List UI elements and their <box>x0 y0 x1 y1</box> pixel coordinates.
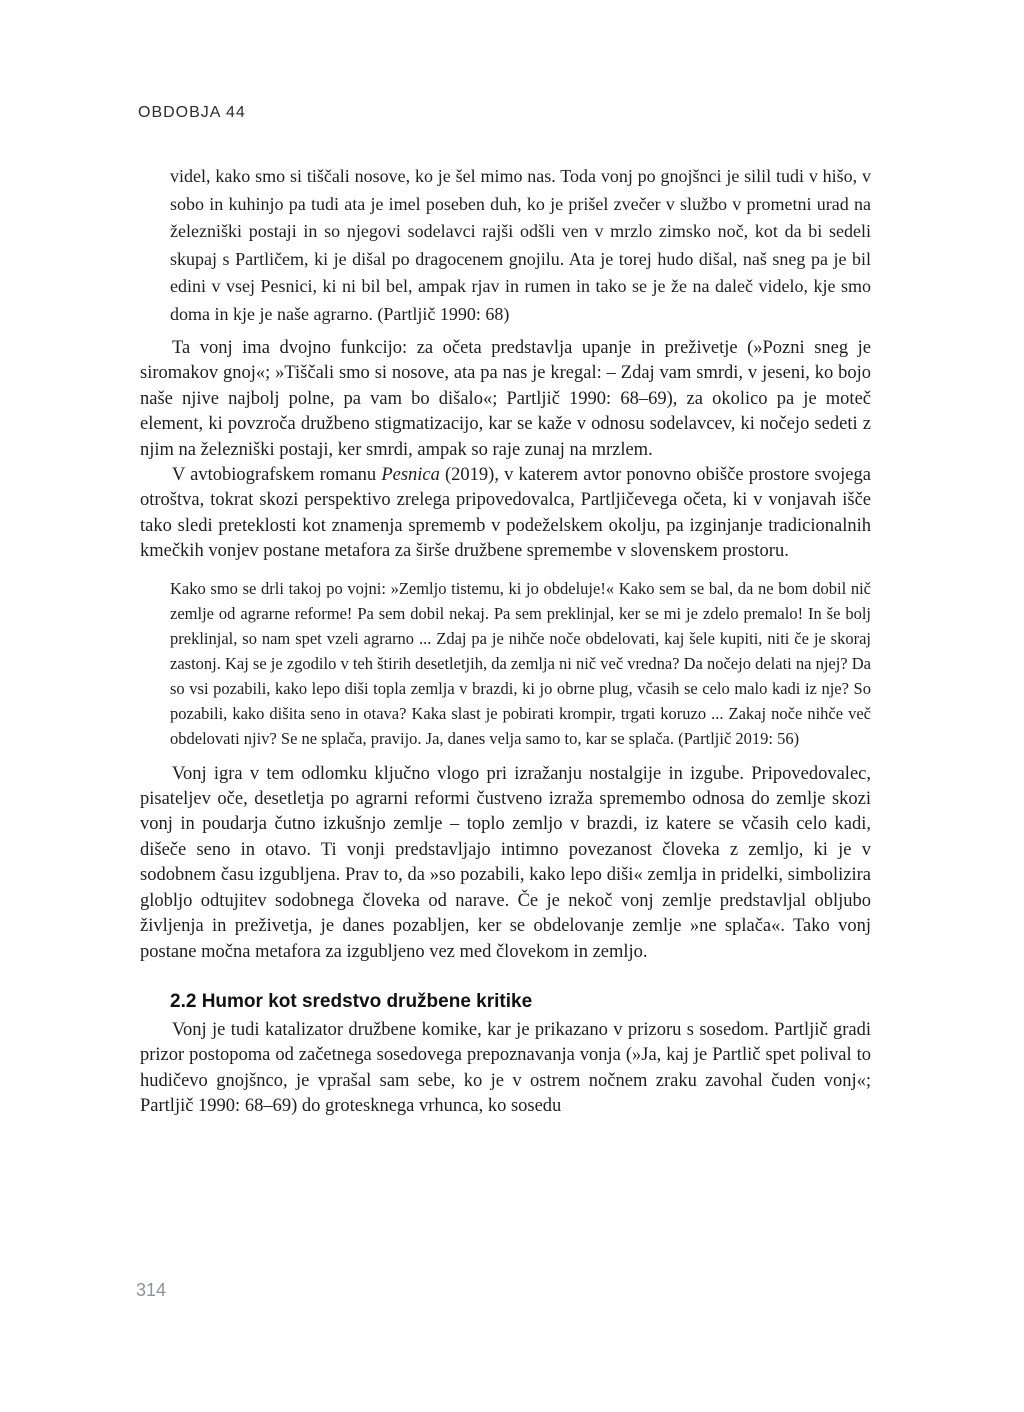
paragraph-text-before-title: V avtobiografskem romanu <box>172 465 382 486</box>
block-quote: Kako smo se drli takoj po vojni: »Zemljo tistemu, ki jo obdeluje!« Kako sem se bal, da ne bom dobil nič zemlje od agrarne reforme! Pa sem dobil nekaj. Pa sem preklinjal, ker se mi je zdelo premalo! In še bolj preklinjal, so nam spet vzeli agrarno ... Zdaj pa je nihče noče obdelovati, kaj šele kupiti, niti če je skoraj zastonj. Kaj se je zgodilo v teh štirih desetletjih, da zemlja ni nič več vredna? Da nočejo delati na njej? Da so vsi pozabili, kako lepo diši topla zemlja v brazdi, ki jo obrne plug, včasih se celo malo kadi iz nje? So pozabili, kako dišita seno in otava? Kaka slast je pobirati krompir, trgati koruzo ... Zakaj noče nihče več obdelovati njiv? Se ne splača, pravijo. Ja, danes velja samo to, kar se splača. (Partljič 2019: 56) <box>170 578 871 748</box>
running-header: OBDOBJA 44 <box>138 104 246 121</box>
paragraph-nostalgija-izguba: Vonj igra v tem odlomku ključno vlogo pri izražanju nostalgije in izgube. Pripovedovalec, pisateljev oče, desetletja po agrarni reformi čustveno izraža spremembo odnosa do zemlje skozi vonj in poudarja čutno izkušnjo zemlje – toplo zemljo v brazdi, iz katere se včasih celo kadi, dišeče seno in otavo. Ti vonji predstavljajo intimno povezanost človeka z zemljo, ki je v sodobnem času izgubljena. Prav to, da »so pozabili, kako lepo diši« zemlja in pridelki, simbolizira globljo odtujitev sodobnega človeka od narave. Če je nekoč vonj zemlje predstavljal obljubo življenja in preživetja, je danes pozabljen, ker se obdelovanje zemlje »ne splača«. Tako vonj postane močna metafora za izgubljeno vez med človekom in zemljo. <box>140 763 871 962</box>
lead-quote-continuation: videl, kako smo si tiščali nosove, ko je šel mimo nas. Toda vonj po gnojšnci je silil tudi v hišo, v sobo in kuhinjo pa tudi ata je imel poseben duh, ko je prišel zvečer v službo v prometni urad na železniški postaji in so njegovi sodelavci rajši odšli ven v mrzlo zimsko noč, kot da bi sedeli skupaj s Partličem, ki je dišal po dragocenem gnojilu. Ata je torej hudo dišal, naš sneg pa je bil edini v vsej Pesnici, ki ni bil bel, ampak rjav in rumen in tako se je že na daleč videlo, kje smo doma in kje je naše agrarno. (Partljič 1990: 68) <box>170 166 871 324</box>
paragraph-text-after-title: (2019), v katerem avtor ponovno obišče prostore svojega otroštva, tokrat skozi perspektivo zrelega pripovedovalca, Partljičevega očeta, ki v vonjavah išče tako sledi preteklosti kot znamenja sprememb v podeželskem okolju, pa izginjanje tradicionalnih kmečkih vonjev postane metafora za širše družbene spremembe v slovenskem prostoru. <box>140 465 871 562</box>
paragraph-humor-katalizator: Vonj je tudi katalizator družbene komike, kar je prikazano v prizoru s sosedom. Partljič gradi prizor postopoma od začetnega sosedovega prepoznavanja vonja (»Ja, kaj je Partlič spet polival to hudičevo gnojšnco, je vprašal sam sebe, ko je v ostrem nočnem zraku zavohal čuden vonj«; Partljič 1990: 68–69) do grotesknega vrhunca, ko sosedu <box>140 1019 871 1117</box>
page-number: 314 <box>136 1280 167 1300</box>
section-heading: 2.2 Humor kot sredstvo družbene kritike <box>170 990 533 1012</box>
paragraph-avtobiografski-roman <box>140 463 871 565</box>
book-title: Pesnica <box>381 465 440 486</box>
paragraph-vonj-dvojna-funkcija: Ta vonj ima dvojno funkcijo: za očeta predstavlja upanje in preživetje (»Pozni sneg je siromakov gnoj«; »Tiščali smo si nosove, ata pa nas je kregal: – Zdaj vam smrdi, v jeseni, ko bojo naše njive najbolj polne, pa vam bo dišalo«; Partljič 1990: 68–69), za okolico pa je moteč element, ki povzroča družbeno stigmatizacijo, kar se kaže v odnosu sodelavcev, ki nočejo sedeti z njim na železniški postaji, ker smrdi, ampak so raje zunaj na mrzlem. <box>140 338 871 460</box>
page-content <box>140 163 871 1120</box>
